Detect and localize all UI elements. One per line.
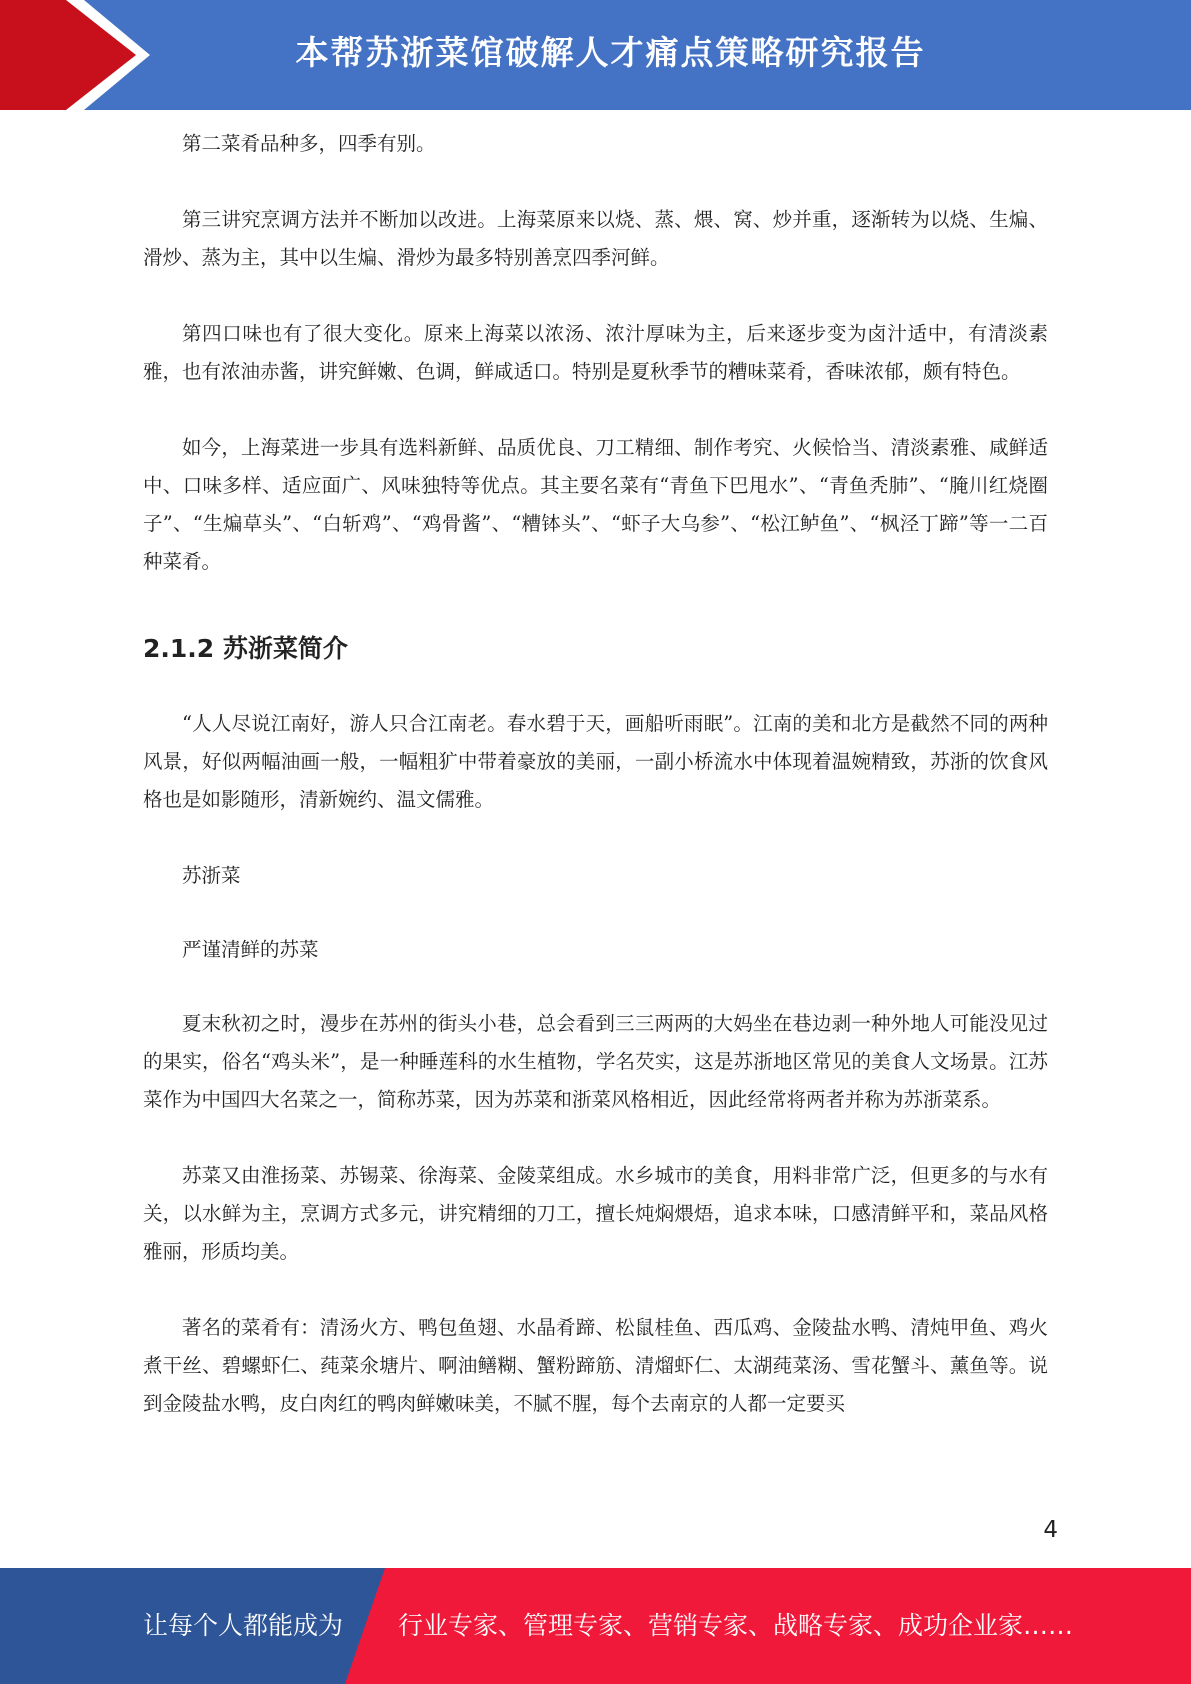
paragraph: 苏菜又由淮扬菜、苏锡菜、徐海菜、金陵菜组成。水乡城市的美食，用料非常广泛，但更多的与水有关，以水鲜为主，烹调方式多元，讲究精细的刀工，擅长炖焖煨焐，追求本味，口感清鲜平和，菜品风格雅丽，形质均美。 <box>143 1164 1048 1263</box>
paragraph: 夏末秋初之时，漫步在苏州的街头小巷，总会看到三三两两的大妈坐在巷边剥一种外地人可能没见过的果实，俗名“鸡头米”，是一种睡莲科的水生植物，学名芡实，这是苏浙地区常见的美食人文场景。江苏菜作为中国四大名菜之一，简称苏菜，因为苏菜和浙菜风格相近，因此经常将两者并称为苏浙菜系。 <box>143 1012 1048 1111</box>
page-footer <box>0 1568 1191 1684</box>
document-body <box>143 125 1048 1461</box>
paragraph: 著名的菜肴有：清汤火方、鸭包鱼翅、水晶肴蹄、松鼠桂鱼、西瓜鸡、金陵盐水鸭、清炖甲鱼、鸡火煮干丝、碧螺虾仁、莼菜氽塘片、啊油鳝糊、蟹粉蹄筋、清熘虾仁、太湖莼菜汤、雪花蟹斗、薰鱼等。说到金陵盐水鸭，皮白肉红的鸭肉鲜嫩味美，不腻不腥，每个去南京的人都一定要买 <box>143 1316 1048 1415</box>
report-title: 本帮苏浙菜馆破解人才痛点策略研究报告 <box>295 33 926 72</box>
paragraph: 苏浙菜 <box>182 864 241 887</box>
paragraph: 如今，上海菜进一步具有选料新鲜、品质优良、刀工精细、制作考究、火候恰当、清淡素雅、咸鲜适中、口味多样、适应面广、风味独特等优点。其主要名菜有“青鱼下巴甩水”、“青鱼秃肺”、“腌川红烧圈子”、“生煸草头”、“白斩鸡”、“鸡骨酱”、“糟钵头”、“虾子大乌参”、“松江鲈鱼”、“枫泾丁蹄”等一二百种菜肴。 <box>143 436 1048 573</box>
paragraph: “人人尽说江南好，游人只合江南老。春水碧于天，画船听雨眠”。江南的美和北方是截然不同的两种风景，好似两幅油画一般，一幅粗犷中带着豪放的美丽，一副小桥流水中体现着温婉精致，苏浙的饮食风格也是如影随形，清新婉约、温文儒雅。 <box>143 712 1048 811</box>
section-heading: 2.1.2 苏浙菜简介 <box>143 634 348 663</box>
footer-slogan-left: 让每个人都能成为 <box>143 1611 344 1640</box>
header-chevron-icon <box>0 0 136 110</box>
paragraph: 严谨清鲜的苏菜 <box>182 938 319 961</box>
paragraph: 第二菜肴品种多，四季有别。 <box>182 132 436 155</box>
paragraph: 第三讲究烹调方法并不断加以改进。上海菜原来以烧、蒸、煨、窝、炒并重，逐渐转为以烧、生煸、滑炒、蒸为主，其中以生煸、滑炒为最多特别善烹四季河鲜。 <box>143 208 1048 269</box>
paragraph: 第四口味也有了很大变化。原来上海菜以浓汤、浓汁厚味为主，后来逐步变为卤汁适中，有清淡素雅，也有浓油赤酱，讲究鲜嫩、色调，鲜咸适口。特别是夏秋季节的糟味菜肴，香味浓郁，颇有特色。 <box>143 322 1048 383</box>
footer-slogan-right: 行业专家、管理专家、营销专家、战略专家、成功企业家…… <box>398 1611 1074 1640</box>
page-header <box>0 0 1191 110</box>
page-number: 4 <box>1043 1517 1058 1543</box>
